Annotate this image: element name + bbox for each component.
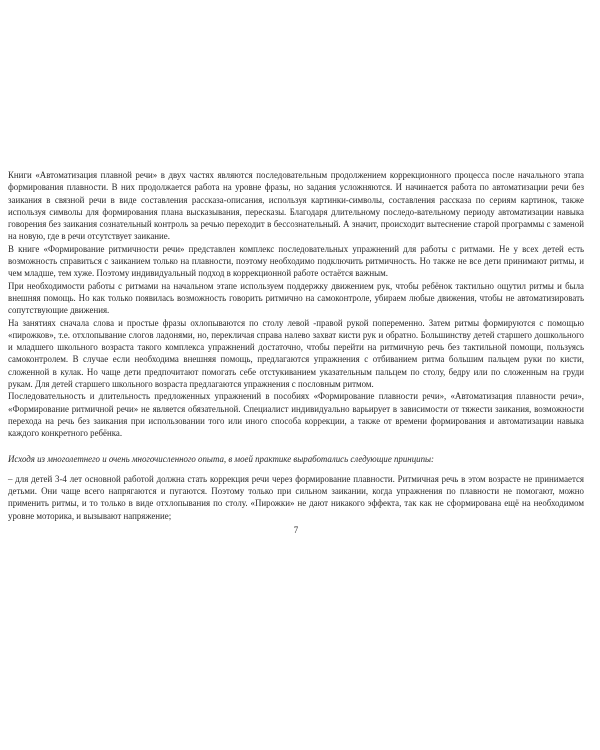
- paragraph-books-automation: Книги «Автоматизация плавной речи» в двух частях являются последовательным продолжением коррекционного процесса после начального этапа формирования плавности. В них продолжается работа на уровне фразы, но задания усложняются. И начинается работа по автоматизации речи без заикания в связной речи в виде составления рассказа-описания, используя картинки-символы, составления рассказа по сериям картинок, также используя символы для формирования плана высказывания, пересказы. Благодаря длительному последо-вательному периоду автоматизации навыка говорения без заикания сознательный контроль за речью переходит в бессознательный. А значит, происходит вытеснение старой программы с заменой на новую, где в речи отсутствует заикание.: [8, 170, 584, 242]
- paragraph-sequence: Последовательность и длительность предложенных упражнений в пособиях «Формирование плавности речи», «Автоматизация плавности речи», «Формирование ритмичной речи» не является обязательной. Специалист индивидуально варьирует в зависимости от тяжести заикания, возможности перехода на речь без заикания при использовании того или иного способа коррекции, а также от времени формирования и автоматизации навыка каждого конкретного ребёнка.: [8, 391, 584, 439]
- page-number: 7: [293, 525, 299, 536]
- paragraph-rhythm-book: В книге «Формирование ритмичности речи» представлен комплекс последовательных упражнений для работы с ритмами. Не у всех детей есть возможность справиться с заиканием только на плавности, поэтому необходимо подключить ритмичность. Но также не все дети принимают ритмы, и чем младше, тем хуже. Поэтому индивидуальный подход в коррекционной работе остаётся важным.: [8, 243, 584, 279]
- page-content: [8, 169, 584, 536]
- principles-intro: Исходя из многолетнего и очень многочисленного опыта, в моей практике выработались следующие принципы:: [8, 453, 434, 464]
- paragraph-exercises: На занятиях сначала слова и простые фразы охлопываются по столу левой -правой рукой попеременно. Затем ритмы формируются с помощью «пирожков», т.е. отхлопывание слогов ладонями, но, перекличая справа налево захват кисти рук и обратно. Большинству детей старшего дошкольного и младшего школьного возраста такого комплекса упражнений достаточно, чтобы перейти на ритмичную речь без тактильной помощи, пользуясь самоконтролем. В случае если необходима внешняя помощь, предлагаются упражнения с отбиванием ритма большим пальцем руки по кисти, сложенной в кулак. Но чаще дети предпочитают помогать себе отстукиванием указательным пальцем по столу, бедру или по сложенным на груди рукам. Для детей старшего школьного возраста предлагаются упражнения с пословным ритмом.: [8, 317, 584, 390]
- paragraph-hand-support: При необходимости работы с ритмами на начальном этапе используем поддержку движением рук, чтобы ребёнок тактильно ощутил ритмы и была внешняя помощь. Но как только появилась возможность говорить ритмично на самоконтроле, убираем любые движения, чтобы не автоматизировать сопутствующие движения.: [8, 280, 584, 316]
- principle-list-item: – для детей 3-4 лет основной работой должна стать коррекция речи через формирование плавности. Ритмичная речь в этом возрасте не принимается детьми. Они чаще всего напрягаются и пугаются. Поэтому только при сильном заикании, когда упражнения по плавности не помогают, можно применить ритмы, и то только в виде отхлопывания по столу. «Пирожки» не дают никакого эффекта, так как не сформирована ещё на необходимом уровне моторика, и вызывают напряжение;: [8, 473, 584, 521]
